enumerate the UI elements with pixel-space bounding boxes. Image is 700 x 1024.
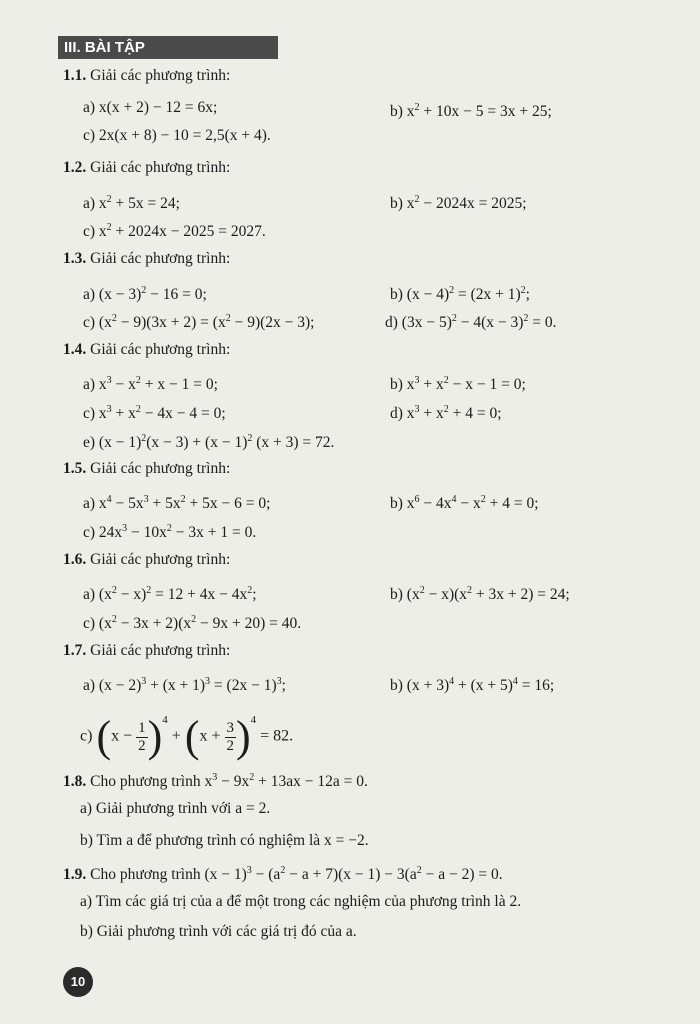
problem-1-1-c: c) 2x(x + 8) − 10 = 2,5(x + 4). [83, 127, 271, 144]
problem-1-4-d: d) $x^3 + x^2 + 4 = 0$; [390, 404, 502, 423]
problem-1-3-a: a) $(x - 3)^2 - 16 = 0$; [83, 285, 207, 304]
problem-1-4-c: c) $x^3 + x^2 - 4x - 4 = 0$; [83, 404, 226, 423]
problem-1-9-a: a) Tìm các giá trị của a để một trong các nghiệm của phương trình là 2. [80, 893, 522, 910]
problem-1-6-c: c) $(x^2 - 3x + 2)(x^2 - 9x + 20) = 40$. [83, 614, 302, 633]
fraction-3-2: $\frac{3}{2}$ [226, 719, 234, 754]
problem-1-2-b: b) $x^2 - 2024x = 2025$; [390, 194, 527, 213]
problem-1-8-b: b) Tìm a để phương trình có nghiệm là x = −2. [80, 832, 369, 849]
problem-1-4-a: a) $x^3 - x^2 + x - 1 = 0$; [83, 375, 218, 394]
problem-1-3-d: d) $(3x - 5)^2 - 4(x - 3)^2 = 0$. [385, 313, 557, 332]
problem-1-1-b: b) $x^2 + 10x - 5 = 3x + 25$; [390, 102, 552, 121]
fraction-1-2: $\frac{1}{2}$ [138, 719, 146, 754]
problem-1-9-b: b) Giải phương trình với các giá trị đó của a. [80, 923, 357, 940]
problem-1-8-a: a) Giải phương trình với a = 2. [80, 800, 271, 817]
problem-1-1-a: a) x(x + 2) − 12 = 6x; [83, 99, 218, 116]
problem-1-7-c: c) (x − $\frac{1}{2}$ )$^4$ + (x + $\frac{3}{2}$ )$^4$ = 82. [80, 712, 294, 761]
problem-1-7-a: a) $(x - 2)^3 + (x + 1)^3 = (2x - 1)^3$; [83, 676, 286, 695]
problem-1-3-c: c) $(x^2 - 9)(3x + 2) = (x^2 - 9)(2x - 3)$; [83, 313, 315, 332]
problem-1-6: 1.6. Giải các phương trình: [63, 551, 231, 568]
problem-1-5-c: c) $24x^3 - 10x^2 - 3x + 1 = 0$. [83, 523, 257, 542]
problem-1-4-e: e) $(x - 1)^2(x - 3) + (x - 1)^2$ (x + 3) = 72. [83, 433, 335, 452]
problem-1-3: 1.3. Giải các phương trình: [63, 250, 231, 267]
problem-1-2: 1.2. Giải các phương trình: [63, 159, 231, 176]
problem-1-2-c: c) $x^2 + 2024x - 2025 = 2027$. [83, 222, 266, 241]
problem-1-2-a: a) $x^2 + 5x = 24$; [83, 194, 180, 213]
problem-1-4: 1.4. Giải các phương trình: [63, 341, 231, 358]
page-number: 10 [63, 967, 93, 997]
problem-1-3-b: b) $(x - 4)^2 = (2x + 1)^2$; [390, 285, 530, 304]
problem-1-6-a: a) $(x^2 - x)^2 = 12 + 4x - 4x^2$; [83, 585, 257, 604]
problem-1-8: 1.8. Cho phương trình $x^3 - 9x^2 + 13ax - 12a = 0$. [63, 772, 368, 791]
problem-1-5-a: a) $x^4 - 5x^3 + 5x^2 + 5x - 6 = 0$; [83, 494, 271, 513]
problem-1-9: 1.9. Cho phương trình $(x - 1)^3 - (a^2 - a + 7)(x - 1) - 3(a^2 - a - 2) = 0$. [63, 865, 503, 884]
problem-1-5-b: b) $x^6 - 4x^4 - x^2 + 4 = 0$; [390, 494, 539, 513]
problem-1-6-b: b) $(x^2 - x)(x^2 + 3x + 2) = 24$; [390, 585, 570, 604]
problem-1-7: 1.7. Giải các phương trình: [63, 642, 231, 659]
section-title: III. BÀI TẬP [58, 36, 278, 59]
problem-1-4-b: b) $x^3 + x^2 - x - 1 = 0$; [390, 375, 526, 394]
problem-1-7-b: b) $(x + 3)^4 + (x + 5)^4 = 16$; [390, 676, 555, 695]
problem-1-1: 1.1. Giải các phương trình: [63, 67, 231, 84]
problem-1-5: 1.5. Giải các phương trình: [63, 460, 231, 477]
